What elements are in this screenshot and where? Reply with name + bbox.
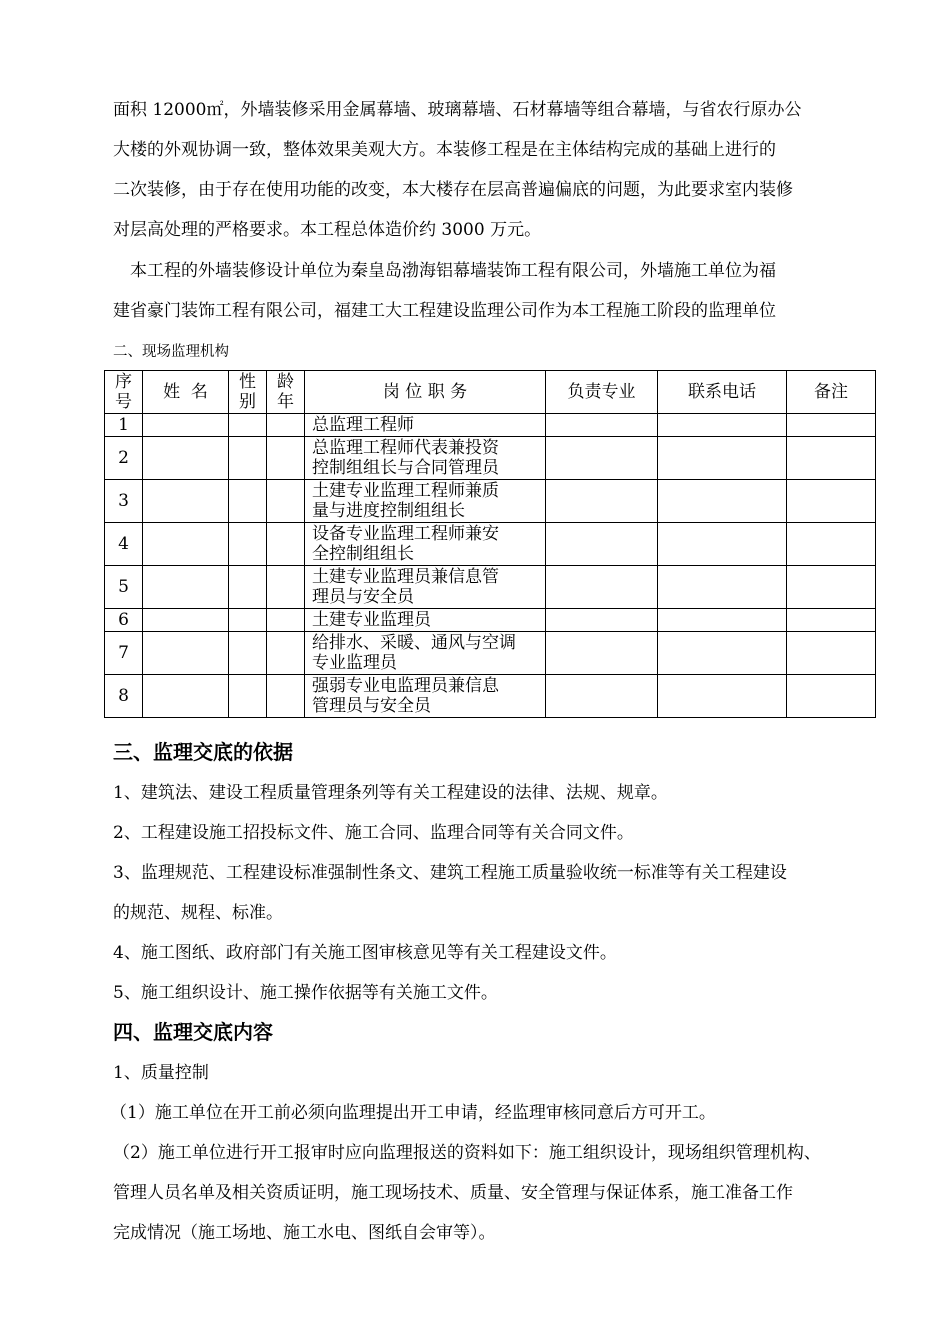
table-row (105, 437, 876, 480)
cell-specialty (546, 437, 658, 480)
cell-specialty (546, 632, 658, 675)
cell-age (267, 414, 305, 437)
text-line: 面积 12000㎡，外墙装修采用金属幕墙、玻璃幕墙、石材幕墙等组合幕墙，与省农行原办公 (113, 100, 802, 120)
header-gender-char: 别 (239, 392, 256, 412)
basis-item: 5、施工组织设计、施工操作依据等有关施工文件。 (113, 983, 498, 1003)
cell-phone (658, 566, 787, 609)
intro-paragraph-2 (113, 251, 873, 331)
cell-name (143, 480, 229, 523)
content-line: （2）施工单位进行开工报审时应向监理报送的资料如下：施工组织设计，现场组织管理机构、 (113, 1143, 821, 1163)
cell-name (143, 523, 229, 566)
cell-remarks (787, 566, 876, 609)
cell-position (305, 566, 546, 609)
intro-paragraph-1 (113, 90, 873, 250)
cell-position (305, 437, 546, 480)
cell-specialty (546, 675, 658, 718)
cell-gender (229, 609, 267, 632)
cell-phone (658, 609, 787, 632)
header-position: 岗 位 职 务 (305, 371, 546, 414)
role-line: 总监理工程师代表兼投资 (312, 438, 499, 458)
role-line: 土建专业监理工程师兼质 (312, 481, 499, 501)
role-line: 专业监理员 (312, 653, 397, 673)
cell-name (143, 609, 229, 632)
cell-gender (229, 480, 267, 523)
cell-seq: 3 (105, 480, 143, 523)
cell-position (305, 632, 546, 675)
subheading-quality-control: 1、质量控制 (113, 1063, 209, 1083)
header-phone: 联系电话 (658, 371, 787, 414)
role-line: 量与进度控制组组长 (312, 501, 465, 521)
content-line: 完成情况（施工场地、施工水电、图纸自会审等）。 (113, 1223, 496, 1243)
cell-name (143, 675, 229, 718)
role-line: 土建专业监理员兼信息管 (312, 567, 499, 587)
section-4-heading: 四、监理交底内容 (113, 1020, 273, 1044)
role-line: 土建专业监理员 (312, 610, 431, 630)
cell-gender (229, 523, 267, 566)
role-line: 给排水、采暖、通风与空调 (312, 633, 516, 653)
section-2-title: 二、现场监理机构 (113, 344, 229, 360)
cell-phone (658, 414, 787, 437)
role-line: 管理员与安全员 (312, 696, 431, 716)
table-row (105, 609, 876, 632)
cell-seq: 1 (105, 414, 143, 437)
table-header-row (105, 371, 876, 414)
table-row (105, 523, 876, 566)
header-age (267, 371, 305, 414)
text-line: 本工程的外墙装修设计单位为秦皇岛渤海铝幕墙装饰工程有限公司，外墙施工单位为福 (113, 261, 776, 281)
basis-item: 4、施工图纸、政府部门有关施工图审核意见等有关工程建设文件。 (113, 943, 617, 963)
header-seq-char: 号 (115, 392, 132, 412)
cell-gender (229, 414, 267, 437)
cell-seq: 6 (105, 609, 143, 632)
table-row (105, 675, 876, 718)
table-row (105, 414, 876, 437)
cell-position (305, 609, 546, 632)
cell-age (267, 480, 305, 523)
cell-position (305, 675, 546, 718)
text-line: 建省豪门装饰工程有限公司，福建工大工程建设监理公司作为本工程施工阶段的监理单位 (113, 301, 776, 321)
cell-position (305, 523, 546, 566)
cell-name (143, 414, 229, 437)
table-row (105, 632, 876, 675)
header-name: 姓 名 (143, 371, 229, 414)
cell-position (305, 414, 546, 437)
header-specialty: 负责专业 (546, 371, 658, 414)
cell-seq: 5 (105, 566, 143, 609)
cell-phone (658, 523, 787, 566)
table-row (105, 480, 876, 523)
cell-gender (229, 437, 267, 480)
cell-phone (658, 437, 787, 480)
table-row (105, 566, 876, 609)
text-line: 对层高处理的严格要求。本工程总体造价约 3000 万元。 (113, 220, 542, 240)
role-line: 控制组组长与合同管理员 (312, 458, 499, 478)
staff-table (104, 370, 876, 718)
cell-name (143, 632, 229, 675)
cell-specialty (546, 523, 658, 566)
cell-name (143, 437, 229, 480)
cell-specialty (546, 566, 658, 609)
cell-specialty (546, 480, 658, 523)
header-age-char: 年 (277, 392, 294, 412)
cell-age (267, 523, 305, 566)
text-line: 二次装修，由于存在使用功能的改变，本大楼存在层高普遍偏底的问题，为此要求室内装修 (113, 180, 793, 200)
text-line: 大楼的外观协调一致，整体效果美观大方。本装修工程是在主体结构完成的基础上进行的 (113, 140, 776, 160)
header-age-char: 龄 (277, 372, 294, 392)
cell-remarks (787, 632, 876, 675)
cell-seq: 2 (105, 437, 143, 480)
cell-remarks (787, 480, 876, 523)
cell-seq: 4 (105, 523, 143, 566)
content-line: 管理人员名单及相关资质证明，施工现场技术、质量、安全管理与保证体系，施工准备工作 (113, 1183, 793, 1203)
header-gender-char: 性 (239, 372, 256, 392)
cell-remarks (787, 523, 876, 566)
role-line: 强弱专业电监理员兼信息 (312, 676, 499, 696)
cell-name (143, 566, 229, 609)
cell-gender (229, 675, 267, 718)
role-line: 总监理工程师 (312, 415, 414, 435)
cell-age (267, 609, 305, 632)
cell-age (267, 632, 305, 675)
cell-seq: 8 (105, 675, 143, 718)
section-3-heading: 三、监理交底的依据 (113, 740, 293, 764)
cell-remarks (787, 675, 876, 718)
cell-remarks (787, 609, 876, 632)
cell-remarks (787, 414, 876, 437)
role-line: 理员与安全员 (312, 587, 414, 607)
cell-gender (229, 566, 267, 609)
content-line: （1）施工单位在开工前必须向监理提出开工申请，经监理审核同意后方可开工。 (110, 1103, 716, 1123)
cell-age (267, 675, 305, 718)
cell-position (305, 480, 546, 523)
cell-phone (658, 480, 787, 523)
header-seq (105, 371, 143, 414)
cell-remarks (787, 437, 876, 480)
cell-age (267, 566, 305, 609)
role-line: 设备专业监理工程师兼安 (312, 524, 499, 544)
cell-phone (658, 675, 787, 718)
cell-gender (229, 632, 267, 675)
cell-specialty (546, 609, 658, 632)
basis-item: 1、建筑法、建设工程质量管理条列等有关工程建设的法律、法规、规章。 (113, 783, 668, 803)
cell-phone (658, 632, 787, 675)
header-remarks: 备注 (787, 371, 876, 414)
cell-seq: 7 (105, 632, 143, 675)
header-seq-char: 序 (115, 372, 132, 392)
basis-item: 3、监理规范、工程建设标准强制性条文、建筑工程施工质量验收统一标准等有关工程建设 (113, 863, 787, 883)
basis-item: 2、工程建设施工招投标文件、施工合同、监理合同等有关合同文件。 (113, 823, 634, 843)
cell-specialty (546, 414, 658, 437)
header-gender (229, 371, 267, 414)
cell-age (267, 437, 305, 480)
basis-item-continuation: 的规范、规程、标准。 (113, 903, 283, 923)
role-line: 全控制组组长 (312, 544, 414, 564)
